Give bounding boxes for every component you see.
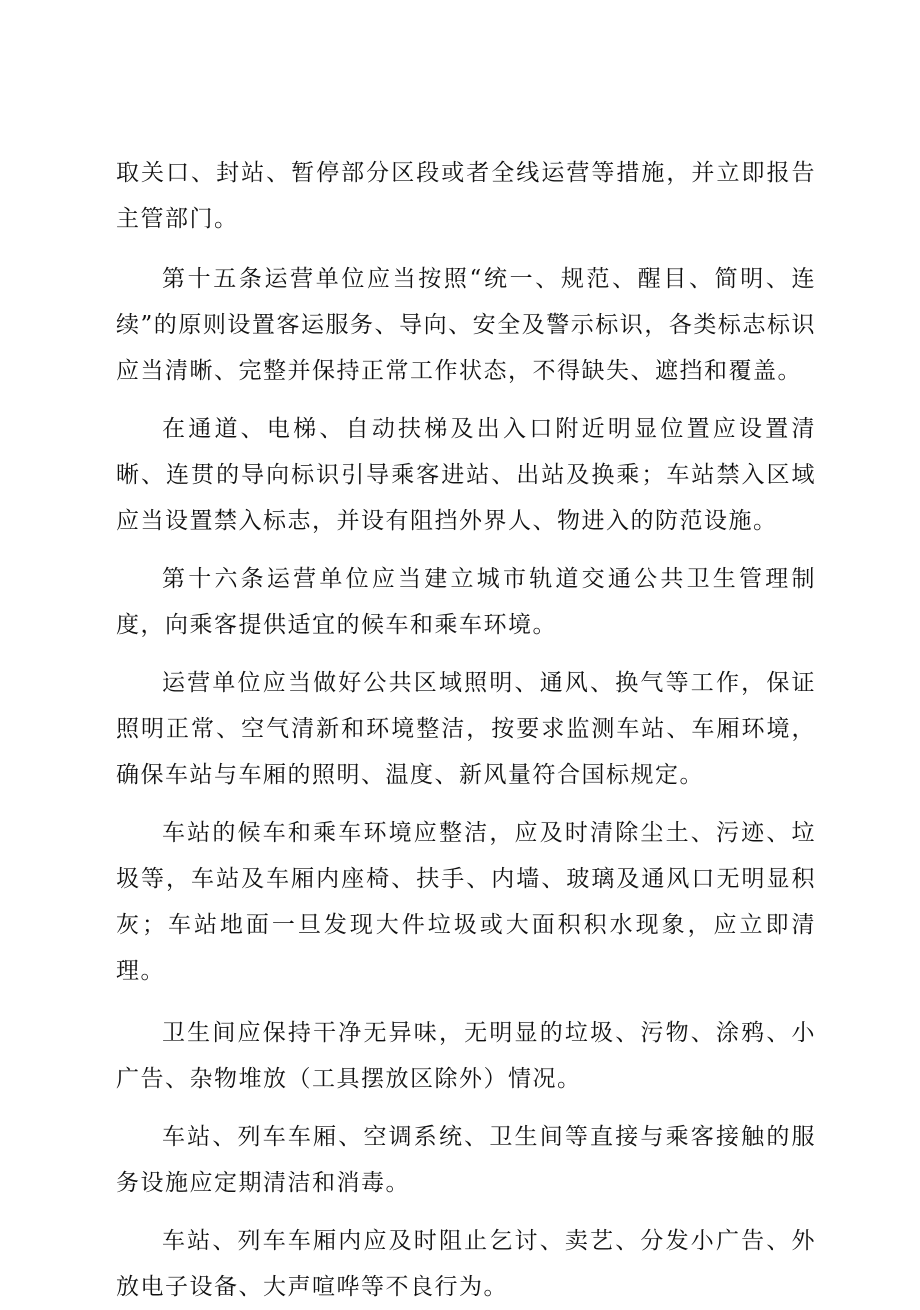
- paragraph-article-15: 第十五条运营单位应当按照“统一、规范、醒目、简明、连续”的原则设置客运服务、导向、安全及警示标识，各类标志标识应当清晰、完整并保持正常工作状态，不得缺失、遮挡和覆盖。: [116, 266, 816, 384]
- paragraph-continuation: 取关口、封站、暂停部分区段或者全线运营等措施，并立即报告主管部门。: [116, 160, 816, 232]
- paragraph-guidance-signs: 在通道、电梯、自动扶梯及出入口附近明显位置应设置清晰、连贯的导向标识引导乘客进站、出站及换乘；车站禁入区域应当设置禁入标志，并设有阻挡外界人、物进入的防范设施。: [116, 416, 816, 534]
- paragraph-station-cleanliness: 车站的候车和乘车环境应整洁，应及时清除尘土、污迹、垃圾等，车站及车厢内座椅、扶手、内墙、玻璃及通风口无明显积灰；车站地面一旦发现大件垃圾或大面积积水现象，应立即清理。: [116, 820, 816, 984]
- paragraph-prohibited-behavior: 车站、列车车厢内应及时阻止乞讨、卖艺、分发小广告、外放电子设备、大声喧哗等不良行为。: [116, 1228, 816, 1300]
- document-body: [116, 150, 816, 1310]
- paragraph-article-16: 第十六条运营单位应当建立城市轨道交通公共卫生管理制度，向乘客提供适宜的候车和乘车环境。: [116, 566, 816, 638]
- paragraph-lighting-ventilation: 运营单位应当做好公共区域照明、通风、换气等工作，保证照明正常、空气清新和环境整洁，按要求监测车站、车厢环境，确保车站与车厢的照明、温度、新风量符合国标规定。: [116, 670, 816, 788]
- paragraph-restroom: 卫生间应保持干净无异味，无明显的垃圾、污物、涂鸦、小广告、杂物堆放（工具摆放区除外）情况。: [116, 1020, 816, 1092]
- paragraph-disinfection: 车站、列车车厢、空调系统、卫生间等直接与乘客接触的服务设施应定期清洁和消毒。: [116, 1124, 816, 1196]
